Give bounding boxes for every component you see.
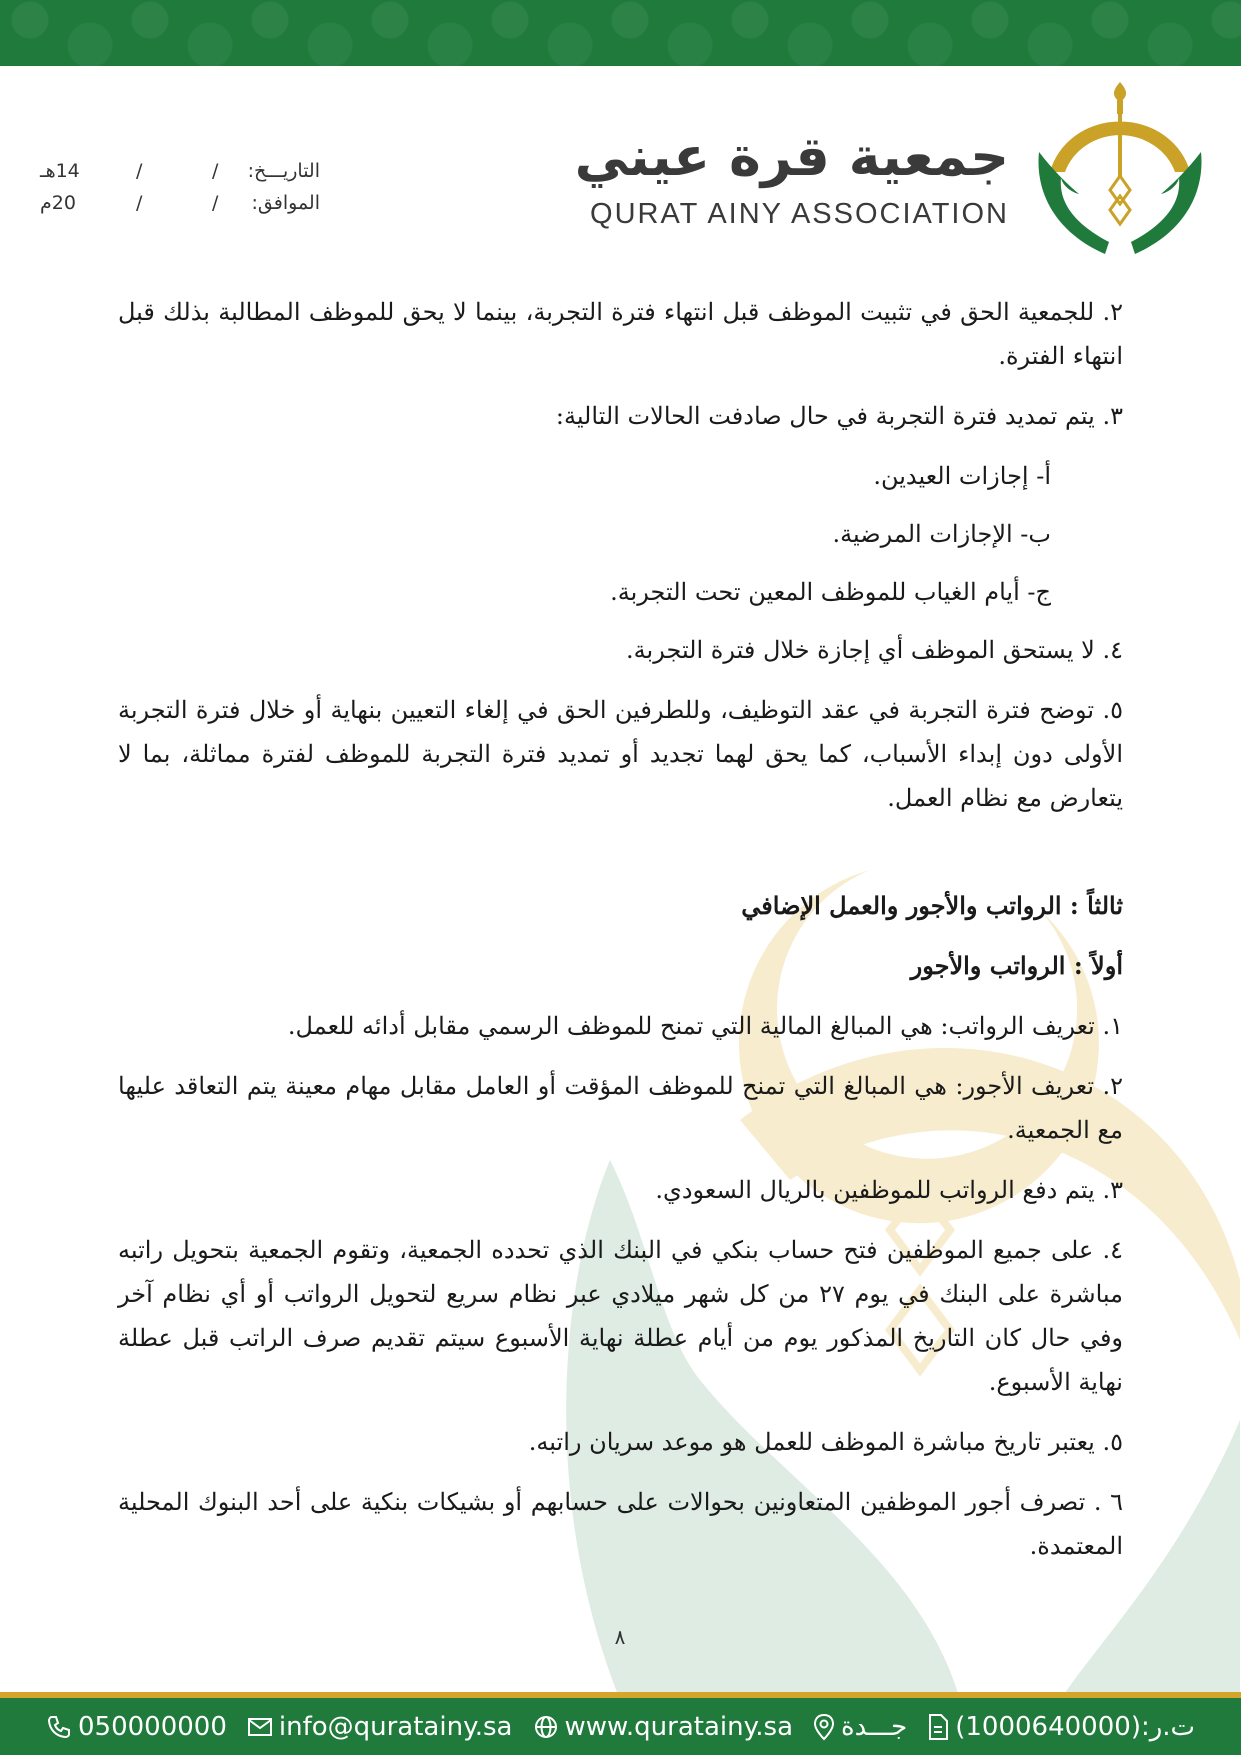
org-name-arabic: جمعية قرة عيني [574, 125, 1009, 188]
section-heading: ثالثاً : الرواتب والأجور والعمل الإضافي [741, 891, 1123, 920]
date-separator: / [136, 192, 143, 214]
footer-registration [927, 1712, 1195, 1742]
date-separator: / [136, 160, 143, 182]
gregorian-date-value: 20م [40, 192, 76, 214]
top-header-band [0, 0, 1241, 66]
gregorian-date-label: الموافق: [251, 192, 320, 214]
date-separator: / [212, 192, 219, 214]
document-icon [927, 1713, 949, 1741]
email-address: info@quratainy.sa [278, 1711, 513, 1742]
clause-3-item-a: أ- إجازات العيدين. [873, 462, 1051, 490]
hijri-date-label: التاريـــخ: [247, 160, 320, 182]
salary-clause-3: ٣. يتم دفع الرواتب للموظفين بالريال السعودي. [655, 1176, 1123, 1204]
clause-4: ٤. لا يستحق الموظف أي إجازة خلال فترة التجربة. [626, 636, 1123, 664]
hijri-date-value: 14هـ [40, 160, 80, 182]
phone-number: 050000000 [77, 1711, 227, 1742]
association-logo-icon [1035, 82, 1205, 262]
footer-website[interactable] [533, 1712, 794, 1742]
salary-clause-2: ٢. تعريف الأجور: هي المبالغ التي تمنح للموظف المؤقت أو العامل مقابل مهام معينة يتم التعاقد عليها مع الجمعية. [118, 1072, 1123, 1144]
footer-location [813, 1712, 907, 1742]
page-number: ٨ [614, 1625, 626, 1649]
salary-clause-4: ٤. على جميع الموظفين فتح حساب بنكي في البنك الذي تحدده الجمعية، وتقوم الجمعية بتحويل راتبه مباشرة على البنك في يوم ٢٧ من كل شهر ميلادي عبر نظام سريع لتحويل الرواتب أو أي نظام آخر وفي حال كان التاريخ المذكور يوم من أيام عطلة نهاية الأسبوع سيتم تقديم صرف الراتب قبل عطلة نهاية الأسبوع. [118, 1236, 1123, 1396]
hijri-date-row [40, 160, 320, 192]
footer-email[interactable] [247, 1712, 513, 1742]
salary-clause-6: ٦ . تصرف أجور الموظفين المتعاونين بحوالات على حسابهم أو بشيكات بنكية على أحد البنوك المحلية المعتمدة. [118, 1488, 1123, 1560]
clause-3-item-b: ب- الإجازات المرضية. [832, 520, 1051, 548]
org-name-english: QURAT AINY ASSOCIATION [590, 198, 1009, 230]
city-name: جـــدة [841, 1711, 908, 1742]
globe-icon [533, 1714, 559, 1740]
gregorian-date-row [40, 192, 320, 224]
footer-bar [0, 1698, 1241, 1755]
document-body [118, 290, 1123, 1584]
website-url: www.quratainy.sa [564, 1711, 794, 1742]
location-pin-icon [813, 1713, 835, 1741]
section-gap [118, 836, 1123, 884]
date-separator: / [212, 160, 219, 182]
sub-heading: أولاً : الرواتب والأجور [910, 951, 1123, 980]
salary-clause-5: ٥. يعتبر تاريخ مباشرة الموظف للعمل هو موعد سريان راتبه. [528, 1428, 1123, 1456]
clause-2: ٢. للجمعية الحق في تثبيت الموظف قبل انتهاء فترة التجربة، بينما لا يحق للموظف المطالبة بذلك قبل انتهاء الفترة. [118, 298, 1123, 370]
footer-phone[interactable] [46, 1712, 227, 1742]
clause-3: ٣. يتم تمديد فترة التجربة في حال صادفت الحالات التالية: [555, 402, 1123, 430]
mail-icon [247, 1716, 273, 1738]
clause-3-item-c: ج- أيام الغياب للموظف المعين تحت التجربة. [610, 578, 1051, 606]
phone-icon [46, 1714, 72, 1740]
registration-number: ت.ر:(1000640000) [955, 1711, 1196, 1742]
salary-clause-1: ١. تعريف الرواتب: هي المبالغ المالية التي تمنح للموظف الرسمي مقابل أدائه للعمل. [287, 1012, 1123, 1040]
clause-5: ٥. توضح فترة التجربة في عقد التوظيف، وللطرفين الحق في إلغاء التعيين بنهاية أو خلال فترة التجربة الأولى دون إبداء الأسباب، كما يحق لهما تجديد أو تمديد فترة التجربة للموظف لفترة مماثلة، بما لا يتعارض مع نظام العمل. [118, 696, 1123, 812]
date-block [40, 160, 320, 224]
